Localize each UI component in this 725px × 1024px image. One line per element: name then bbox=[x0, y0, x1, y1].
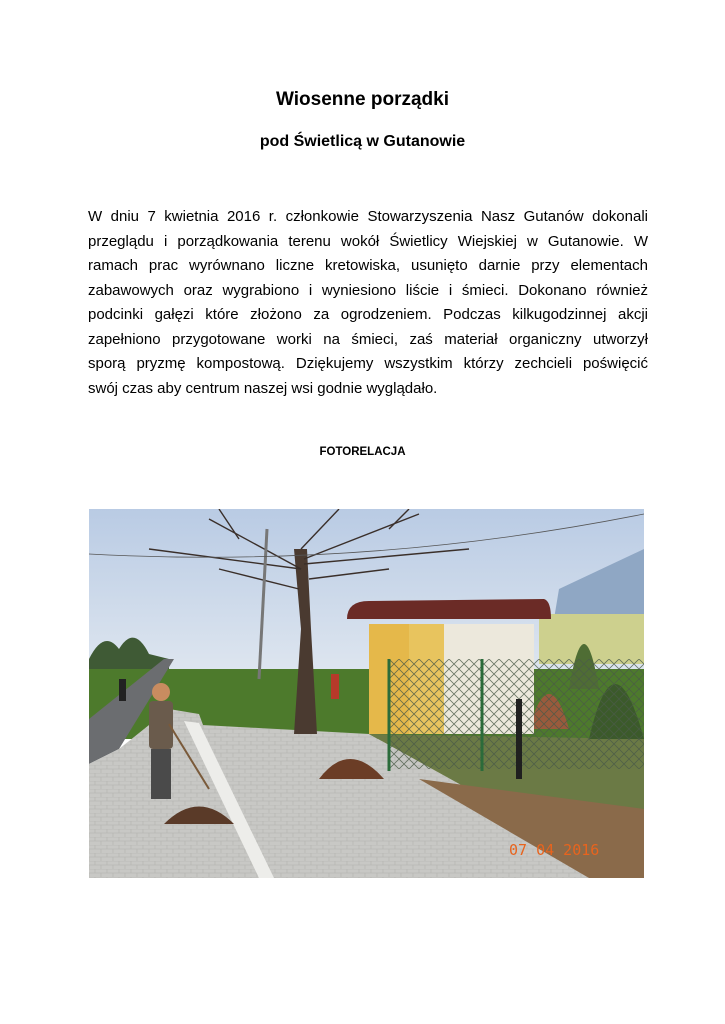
article-paragraph bbox=[88, 205, 648, 401]
photo bbox=[89, 509, 644, 878]
paragraph-line: W dniu 7 kwietnia 2016 r. członkowie Stowarzyszenia Nasz Gutanów dokonali bbox=[88, 208, 648, 225]
person-walking bbox=[119, 679, 126, 701]
person-working bbox=[331, 674, 339, 699]
shelter-roof bbox=[347, 599, 551, 619]
page-subtitle: pod Świetlicą w Gutanowie bbox=[259, 133, 466, 150]
date-stamp: 07 04 2016 bbox=[509, 841, 600, 859]
photo-illustration bbox=[89, 509, 644, 878]
paragraph-line: zabawowych oraz wygrabiono i wyniesiono liście i śmieci. Dokonano również bbox=[88, 281, 648, 299]
paragraph-line: podcinki gałęzi które złożono za ogrodzeniem. Podczas kilkugodzinnej akcji bbox=[88, 306, 648, 323]
paragraph-line: ramach prac wyrównano liczne kretowiska, usunięto darnie przy elementach bbox=[88, 257, 648, 274]
paragraph-line: zapełniono przygotowane worki na śmieci, zaś materiał organiczny utworzył bbox=[88, 330, 648, 348]
section-heading: FOTORELACJA bbox=[319, 446, 406, 458]
paragraph-line: przeglądu i porządkowania terenu wokół Świetlicy Wiejskiej w Gutanowie. W bbox=[88, 232, 648, 250]
page-title: Wiosenne porządki bbox=[276, 89, 449, 110]
paragraph-line: sporą pryzmę kompostową. Dziękujemy wszystkim którzy zechcieli poświęcić bbox=[88, 355, 648, 372]
paragraph-line: swój czas aby centrum naszej wsi godnie wyglądało. bbox=[88, 379, 438, 397]
